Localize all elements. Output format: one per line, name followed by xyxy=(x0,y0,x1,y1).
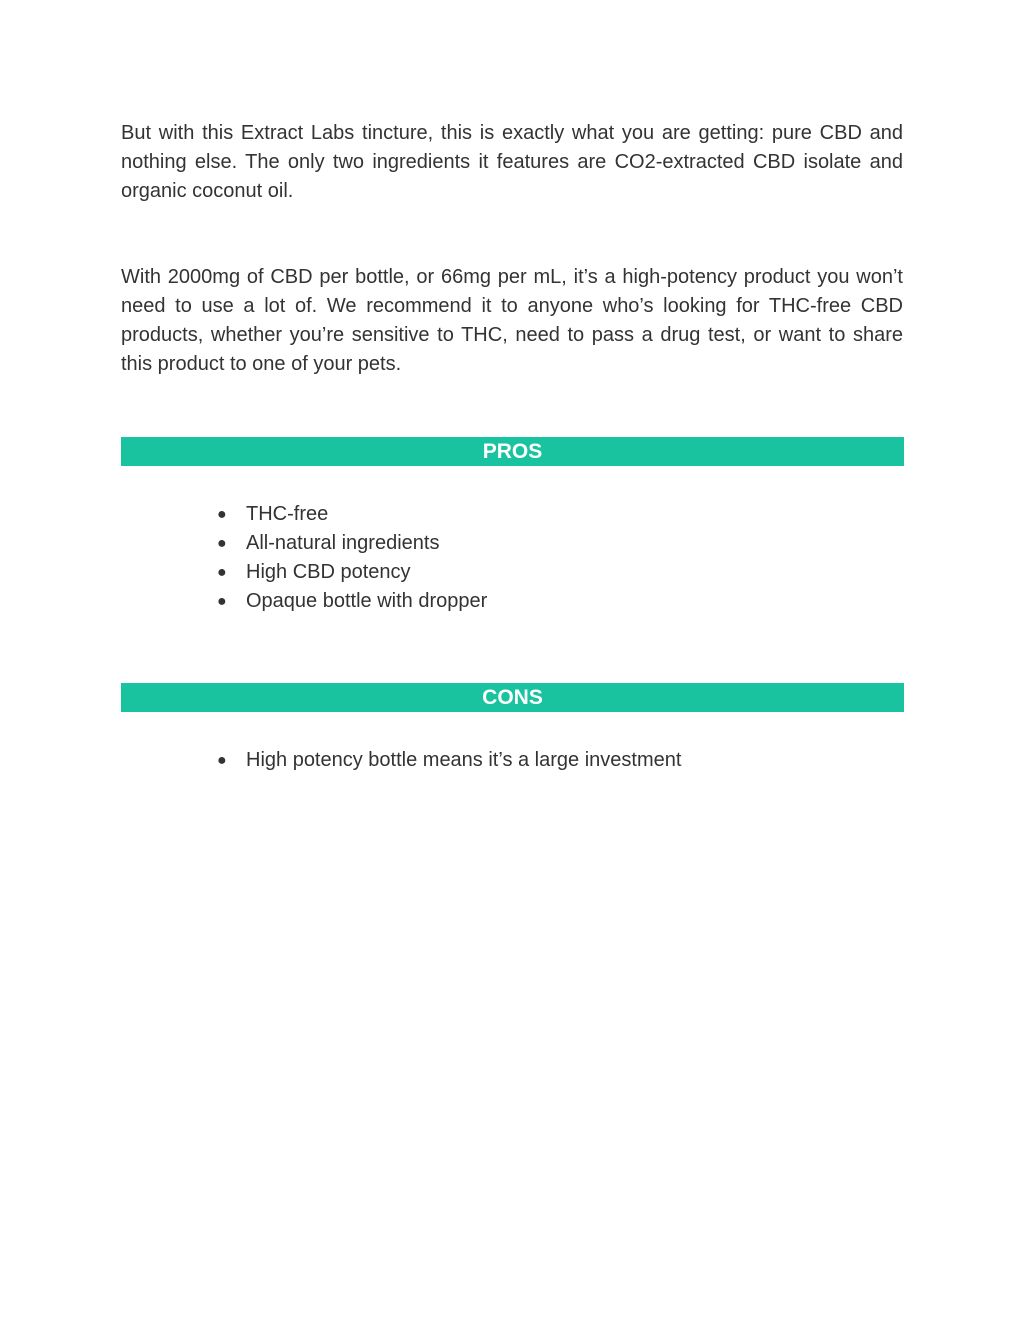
bullet-icon: ● xyxy=(217,564,227,581)
cons-list xyxy=(121,746,903,775)
pros-heading: PROS xyxy=(482,440,543,463)
pros-heading-bar xyxy=(121,437,904,466)
list-item xyxy=(217,558,903,587)
pros-item-label: THC-free xyxy=(246,503,329,525)
paragraph-recommendation: With 2000mg of CBD per bottle, or 66mg per mL, it’s a high-potency product you won’t need to use a lot of. We recommend it to anyone who’s looking for THC-free CBD products, whether you’re sensitive to THC, need to pass a drug test, or want to share this product to one of your pets. xyxy=(121,266,903,375)
list-item xyxy=(217,746,903,775)
list-item xyxy=(217,500,903,529)
cons-item-label: High potency bottle means it’s a large investment xyxy=(246,749,682,771)
bullet-icon: ● xyxy=(217,506,227,523)
cons-heading: CONS xyxy=(482,686,543,709)
pros-item-label: Opaque bottle with dropper xyxy=(246,590,488,612)
list-item xyxy=(217,529,903,558)
paragraph-intro: But with this Extract Labs tincture, this is exactly what you are getting: pure CBD and nothing else. The only two ingredients it features are CO2-extracted CBD isolate and organic coconut oil. xyxy=(121,122,903,202)
pros-item-label: High CBD potency xyxy=(246,561,411,583)
pros-item-label: All-natural ingredients xyxy=(246,532,440,554)
pros-list xyxy=(121,500,903,616)
cons-heading-bar xyxy=(121,683,904,712)
bullet-icon: ● xyxy=(217,593,227,610)
bullet-icon: ● xyxy=(217,752,227,769)
list-item xyxy=(217,587,903,616)
document-content xyxy=(121,119,903,775)
bullet-icon: ● xyxy=(217,535,227,552)
